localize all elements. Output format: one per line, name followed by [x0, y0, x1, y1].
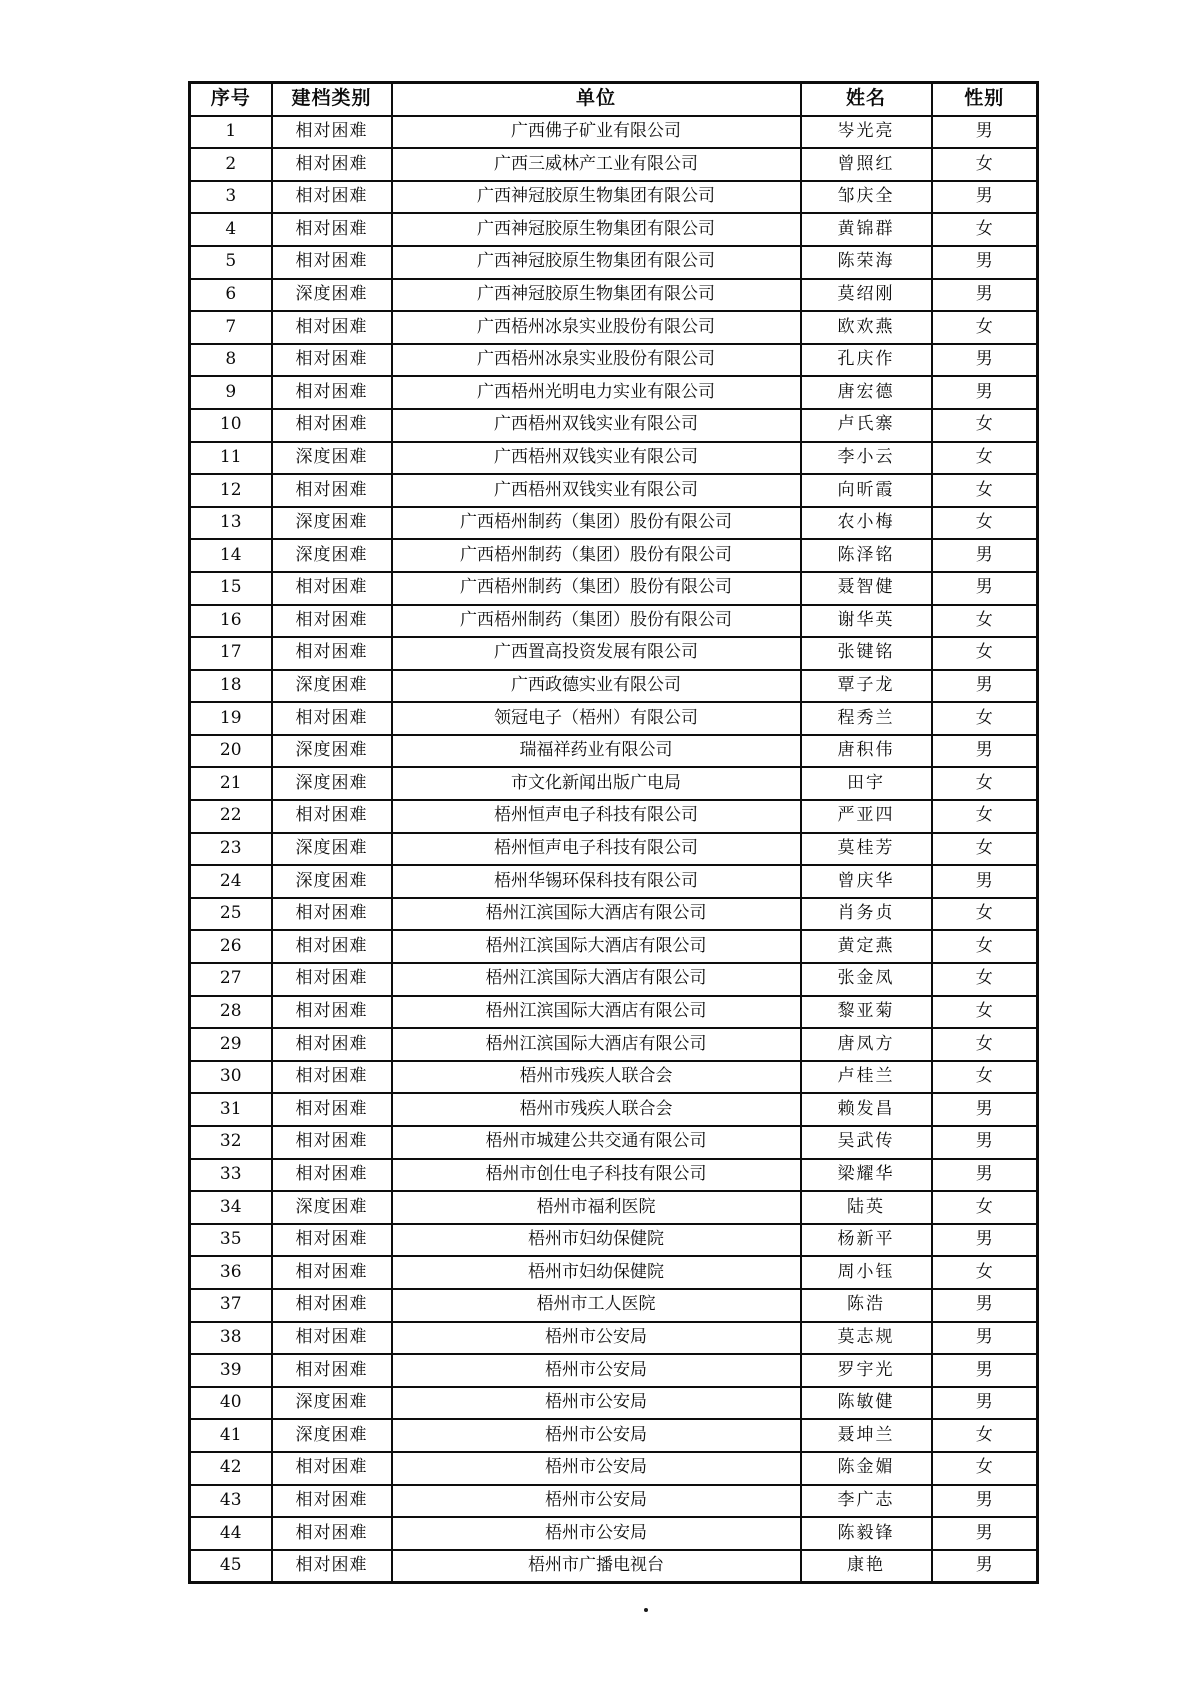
cell-unit: 广西神冠胶原生物集团有限公司: [392, 181, 801, 214]
cell-category: 深度困难: [272, 735, 392, 768]
cell-name: 李小云: [801, 442, 932, 475]
cell-name: 曾照红: [801, 148, 932, 181]
cell-name: 黄定燕: [801, 930, 932, 963]
cell-serial: 35: [190, 1224, 272, 1257]
table-row: [190, 1191, 1038, 1224]
roster-table-container: [188, 81, 1036, 1584]
cell-unit: 梧州市工人医院: [392, 1289, 801, 1322]
table-row: [190, 1354, 1038, 1387]
cell-gender: 男: [932, 865, 1038, 898]
cell-serial: 43: [190, 1485, 272, 1518]
cell-serial: 17: [190, 637, 272, 670]
cell-category: 相对困难: [272, 1224, 392, 1257]
cell-unit: 梧州市公安局: [392, 1517, 801, 1550]
cell-category: 相对困难: [272, 148, 392, 181]
cell-gender: 男: [932, 376, 1038, 409]
cell-name: 卢桂兰: [801, 1061, 932, 1094]
cell-serial: 28: [190, 996, 272, 1029]
cell-serial: 18: [190, 670, 272, 703]
cell-category: 深度困难: [272, 442, 392, 475]
cell-name: 孔庆作: [801, 344, 932, 377]
cell-category: 相对困难: [272, 800, 392, 833]
table-row: [190, 1452, 1038, 1485]
table-row: [190, 1093, 1038, 1126]
cell-serial: 44: [190, 1517, 272, 1550]
cell-gender: 男: [932, 1550, 1038, 1583]
cell-unit: 广西梧州光明电力实业有限公司: [392, 376, 801, 409]
cell-category: 相对困难: [272, 1550, 392, 1583]
cell-serial: 1: [190, 116, 272, 149]
table-row: [190, 963, 1038, 996]
cell-unit: 梧州市妇幼保健院: [392, 1224, 801, 1257]
table-row: [190, 507, 1038, 540]
table-row: [190, 1126, 1038, 1159]
cell-serial: 30: [190, 1061, 272, 1094]
cell-name: 陈金媚: [801, 1452, 932, 1485]
cell-serial: 22: [190, 800, 272, 833]
header-unit: 单位: [392, 83, 801, 116]
cell-name: 唐宏德: [801, 376, 932, 409]
cell-name: 莫志规: [801, 1322, 932, 1355]
cell-unit: 梧州江滨国际大酒店有限公司: [392, 963, 801, 996]
cell-gender: 女: [932, 800, 1038, 833]
cell-gender: 女: [932, 409, 1038, 442]
cell-category: 深度困难: [272, 279, 392, 312]
cell-gender: 男: [932, 1322, 1038, 1355]
cell-unit: 梧州市福利医院: [392, 1191, 801, 1224]
cell-serial: 34: [190, 1191, 272, 1224]
cell-name: 农小梅: [801, 507, 932, 540]
cell-category: 相对困难: [272, 1126, 392, 1159]
cell-unit: 梧州市公安局: [392, 1452, 801, 1485]
cell-unit: 广西梧州双钱实业有限公司: [392, 474, 801, 507]
cell-category: 相对困难: [272, 409, 392, 442]
cell-name: 欧欢燕: [801, 311, 932, 344]
cell-category: 相对困难: [272, 344, 392, 377]
cell-category: 深度困难: [272, 767, 392, 800]
cell-gender: 女: [932, 1191, 1038, 1224]
cell-name: 赖发昌: [801, 1093, 932, 1126]
table-row: [190, 1224, 1038, 1257]
cell-name: 陈泽铭: [801, 539, 932, 572]
cell-name: 聂坤兰: [801, 1419, 932, 1452]
cell-gender: 女: [932, 1256, 1038, 1289]
cell-category: 相对困难: [272, 930, 392, 963]
table-row: [190, 409, 1038, 442]
cell-gender: 女: [932, 605, 1038, 638]
table-row: [190, 474, 1038, 507]
cell-name: 杨新平: [801, 1224, 932, 1257]
cell-category: 相对困难: [272, 572, 392, 605]
cell-gender: 男: [932, 1159, 1038, 1192]
cell-gender: 女: [932, 148, 1038, 181]
cell-category: 相对困难: [272, 1061, 392, 1094]
table-row: [190, 148, 1038, 181]
cell-unit: 广西神冠胶原生物集团有限公司: [392, 213, 801, 246]
cell-gender: 男: [932, 1224, 1038, 1257]
cell-unit: 广西梧州冰泉实业股份有限公司: [392, 311, 801, 344]
cell-serial: 20: [190, 735, 272, 768]
cell-serial: 3: [190, 181, 272, 214]
cell-name: 严亚四: [801, 800, 932, 833]
scan-artifact-dot: [644, 1608, 648, 1612]
cell-serial: 40: [190, 1387, 272, 1420]
cell-serial: 24: [190, 865, 272, 898]
cell-gender: 女: [932, 930, 1038, 963]
cell-gender: 女: [932, 213, 1038, 246]
cell-serial: 25: [190, 898, 272, 931]
cell-unit: 广西梧州双钱实业有限公司: [392, 442, 801, 475]
cell-name: 陈荣海: [801, 246, 932, 279]
cell-serial: 6: [190, 279, 272, 312]
cell-serial: 26: [190, 930, 272, 963]
table-row: [190, 637, 1038, 670]
cell-gender: 女: [932, 898, 1038, 931]
cell-serial: 36: [190, 1256, 272, 1289]
cell-gender: 女: [932, 637, 1038, 670]
cell-gender: 男: [932, 572, 1038, 605]
cell-serial: 4: [190, 213, 272, 246]
table-row: [190, 898, 1038, 931]
cell-unit: 梧州市妇幼保健院: [392, 1256, 801, 1289]
cell-unit: 梧州江滨国际大酒店有限公司: [392, 898, 801, 931]
cell-category: 深度困难: [272, 865, 392, 898]
cell-name: 李广志: [801, 1485, 932, 1518]
table-row: [190, 1322, 1038, 1355]
cell-category: 相对困难: [272, 246, 392, 279]
table-row: [190, 311, 1038, 344]
cell-gender: 女: [932, 963, 1038, 996]
cell-gender: 女: [932, 996, 1038, 1029]
cell-category: 深度困难: [272, 670, 392, 703]
cell-unit: 梧州市广播电视台: [392, 1550, 801, 1583]
cell-gender: 女: [932, 1419, 1038, 1452]
cell-category: 相对困难: [272, 1093, 392, 1126]
cell-category: 深度困难: [272, 539, 392, 572]
cell-category: 深度困难: [272, 1191, 392, 1224]
cell-unit: 梧州江滨国际大酒店有限公司: [392, 996, 801, 1029]
cell-name: 唐积伟: [801, 735, 932, 768]
cell-category: 相对困难: [272, 1256, 392, 1289]
cell-category: 相对困难: [272, 963, 392, 996]
cell-serial: 12: [190, 474, 272, 507]
cell-category: 相对困难: [272, 637, 392, 670]
cell-serial: 37: [190, 1289, 272, 1322]
cell-gender: 女: [932, 1452, 1038, 1485]
cell-serial: 27: [190, 963, 272, 996]
cell-name: 陈毅锋: [801, 1517, 932, 1550]
cell-unit: 广西梧州制药（集团）股份有限公司: [392, 572, 801, 605]
cell-gender: 女: [932, 702, 1038, 735]
cell-category: 相对困难: [272, 1289, 392, 1322]
cell-unit: 梧州市残疾人联合会: [392, 1093, 801, 1126]
cell-unit: 梧州市公安局: [392, 1387, 801, 1420]
table-row: [190, 1387, 1038, 1420]
cell-unit: 广西梧州制药（集团）股份有限公司: [392, 605, 801, 638]
cell-category: 深度困难: [272, 833, 392, 866]
cell-category: 相对困难: [272, 605, 392, 638]
cell-unit: 梧州市公安局: [392, 1354, 801, 1387]
cell-unit: 领冠电子（梧州）有限公司: [392, 702, 801, 735]
cell-name: 陈浩: [801, 1289, 932, 1322]
cell-serial: 33: [190, 1159, 272, 1192]
cell-name: 卢氏寨: [801, 409, 932, 442]
cell-serial: 45: [190, 1550, 272, 1583]
cell-name: 邹庆全: [801, 181, 932, 214]
cell-category: 相对困难: [272, 474, 392, 507]
table-row: [190, 213, 1038, 246]
cell-category: 深度困难: [272, 507, 392, 540]
cell-gender: 男: [932, 1387, 1038, 1420]
cell-unit: 广西神冠胶原生物集团有限公司: [392, 246, 801, 279]
cell-serial: 31: [190, 1093, 272, 1126]
cell-unit: 广西政德实业有限公司: [392, 670, 801, 703]
cell-name: 程秀兰: [801, 702, 932, 735]
table-row: [190, 670, 1038, 703]
cell-unit: 瑞福祥药业有限公司: [392, 735, 801, 768]
cell-unit: 广西佛子矿业有限公司: [392, 116, 801, 149]
cell-gender: 男: [932, 279, 1038, 312]
cell-serial: 11: [190, 442, 272, 475]
cell-name: 曾庆华: [801, 865, 932, 898]
cell-unit: 广西梧州制药（集团）股份有限公司: [392, 507, 801, 540]
table-row: [190, 1550, 1038, 1583]
cell-unit: 广西梧州冰泉实业股份有限公司: [392, 344, 801, 377]
table-row: [190, 1485, 1038, 1518]
cell-serial: 5: [190, 246, 272, 279]
cell-name: 谢华英: [801, 605, 932, 638]
cell-gender: 女: [932, 1028, 1038, 1061]
cell-serial: 23: [190, 833, 272, 866]
cell-unit: 广西置高投资发展有限公司: [392, 637, 801, 670]
cell-gender: 女: [932, 311, 1038, 344]
table-row: [190, 800, 1038, 833]
table-row: [190, 279, 1038, 312]
table-row: [190, 181, 1038, 214]
cell-category: 相对困难: [272, 1517, 392, 1550]
cell-name: 康艳: [801, 1550, 932, 1583]
cell-gender: 男: [932, 539, 1038, 572]
header-category: 建档类别: [272, 83, 392, 116]
cell-name: 梁耀华: [801, 1159, 932, 1192]
cell-gender: 女: [932, 1061, 1038, 1094]
cell-unit: 梧州恒声电子科技有限公司: [392, 833, 801, 866]
cell-serial: 19: [190, 702, 272, 735]
cell-unit: 广西梧州制药（集团）股份有限公司: [392, 539, 801, 572]
table-row: [190, 1419, 1038, 1452]
cell-name: 聂智健: [801, 572, 932, 605]
header-row: [190, 83, 1038, 116]
cell-category: 相对困难: [272, 116, 392, 149]
table-row: [190, 1061, 1038, 1094]
cell-category: 相对困难: [272, 702, 392, 735]
table-row: [190, 1159, 1038, 1192]
cell-name: 陈敏健: [801, 1387, 932, 1420]
cell-serial: 10: [190, 409, 272, 442]
table-row: [190, 572, 1038, 605]
cell-category: 相对困难: [272, 376, 392, 409]
cell-serial: 38: [190, 1322, 272, 1355]
cell-name: 田宇: [801, 767, 932, 800]
header-gender: 性别: [932, 83, 1038, 116]
cell-unit: 梧州江滨国际大酒店有限公司: [392, 1028, 801, 1061]
cell-serial: 8: [190, 344, 272, 377]
cell-category: 相对困难: [272, 1159, 392, 1192]
cell-name: 向昕霞: [801, 474, 932, 507]
cell-gender: 男: [932, 1354, 1038, 1387]
cell-category: 相对困难: [272, 1322, 392, 1355]
cell-gender: 男: [932, 1485, 1038, 1518]
header-serial: 序号: [190, 83, 272, 116]
cell-gender: 男: [932, 670, 1038, 703]
cell-name: 周小钰: [801, 1256, 932, 1289]
cell-name: 岑光亮: [801, 116, 932, 149]
cell-gender: 女: [932, 767, 1038, 800]
cell-gender: 男: [932, 344, 1038, 377]
cell-gender: 男: [932, 246, 1038, 279]
cell-gender: 男: [932, 1093, 1038, 1126]
table-row: [190, 605, 1038, 638]
cell-gender: 男: [932, 1517, 1038, 1550]
cell-gender: 女: [932, 442, 1038, 475]
cell-serial: 9: [190, 376, 272, 409]
cell-serial: 41: [190, 1419, 272, 1452]
cell-serial: 39: [190, 1354, 272, 1387]
cell-name: 罗宇光: [801, 1354, 932, 1387]
cell-category: 相对困难: [272, 1028, 392, 1061]
cell-serial: 13: [190, 507, 272, 540]
cell-name: 张键铭: [801, 637, 932, 670]
cell-gender: 女: [932, 474, 1038, 507]
cell-category: 相对困难: [272, 213, 392, 246]
cell-serial: 14: [190, 539, 272, 572]
cell-serial: 29: [190, 1028, 272, 1061]
table-row: [190, 1028, 1038, 1061]
cell-category: 深度困难: [272, 1387, 392, 1420]
table-row: [190, 865, 1038, 898]
table-row: [190, 116, 1038, 149]
cell-unit: 广西梧州双钱实业有限公司: [392, 409, 801, 442]
table-row: [190, 1517, 1038, 1550]
cell-category: 相对困难: [272, 996, 392, 1029]
cell-gender: 女: [932, 833, 1038, 866]
table-row: [190, 344, 1038, 377]
table-body: [190, 116, 1038, 1583]
cell-unit: 梧州市创仕电子科技有限公司: [392, 1159, 801, 1192]
table-row: [190, 376, 1038, 409]
table-row: [190, 539, 1038, 572]
cell-name: 吴武传: [801, 1126, 932, 1159]
cell-serial: 32: [190, 1126, 272, 1159]
cell-unit: 梧州市城建公共交通有限公司: [392, 1126, 801, 1159]
table-row: [190, 996, 1038, 1029]
cell-unit: 广西神冠胶原生物集团有限公司: [392, 279, 801, 312]
table-row: [190, 767, 1038, 800]
table-row: [190, 442, 1038, 475]
table-row: [190, 246, 1038, 279]
cell-unit: 梧州市残疾人联合会: [392, 1061, 801, 1094]
cell-category: 相对困难: [272, 898, 392, 931]
cell-serial: 2: [190, 148, 272, 181]
cell-unit: 市文化新闻出版广电局: [392, 767, 801, 800]
cell-unit: 梧州市公安局: [392, 1322, 801, 1355]
cell-gender: 女: [932, 507, 1038, 540]
cell-serial: 42: [190, 1452, 272, 1485]
table-row: [190, 1256, 1038, 1289]
cell-name: 陆英: [801, 1191, 932, 1224]
cell-category: 相对困难: [272, 1485, 392, 1518]
cell-category: 深度困难: [272, 1419, 392, 1452]
cell-name: 肖务贞: [801, 898, 932, 931]
cell-gender: 男: [932, 735, 1038, 768]
cell-gender: 男: [932, 1126, 1038, 1159]
table-row: [190, 1289, 1038, 1322]
cell-unit: 梧州市公安局: [392, 1485, 801, 1518]
cell-unit: 梧州恒声电子科技有限公司: [392, 800, 801, 833]
cell-name: 覃子龙: [801, 670, 932, 703]
cell-name: 黎亚菊: [801, 996, 932, 1029]
table-row: [190, 833, 1038, 866]
cell-name: 黄锦群: [801, 213, 932, 246]
cell-category: 相对困难: [272, 181, 392, 214]
table-row: [190, 930, 1038, 963]
cell-serial: 16: [190, 605, 272, 638]
cell-category: 相对困难: [272, 1452, 392, 1485]
cell-serial: 21: [190, 767, 272, 800]
cell-gender: 男: [932, 116, 1038, 149]
table-row: [190, 735, 1038, 768]
cell-name: 张金凤: [801, 963, 932, 996]
cell-unit: 梧州华锡环保科技有限公司: [392, 865, 801, 898]
cell-serial: 7: [190, 311, 272, 344]
cell-gender: 男: [932, 1289, 1038, 1322]
cell-gender: 男: [932, 181, 1038, 214]
cell-category: 相对困难: [272, 311, 392, 344]
cell-unit: 广西三威林产工业有限公司: [392, 148, 801, 181]
cell-serial: 15: [190, 572, 272, 605]
roster-table: [188, 81, 1039, 1584]
cell-name: 莫桂芳: [801, 833, 932, 866]
header-name: 姓名: [801, 83, 932, 116]
cell-category: 相对困难: [272, 1354, 392, 1387]
cell-name: 莫绍刚: [801, 279, 932, 312]
cell-name: 唐凤方: [801, 1028, 932, 1061]
cell-unit: 梧州市公安局: [392, 1419, 801, 1452]
table-row: [190, 702, 1038, 735]
cell-unit: 梧州江滨国际大酒店有限公司: [392, 930, 801, 963]
